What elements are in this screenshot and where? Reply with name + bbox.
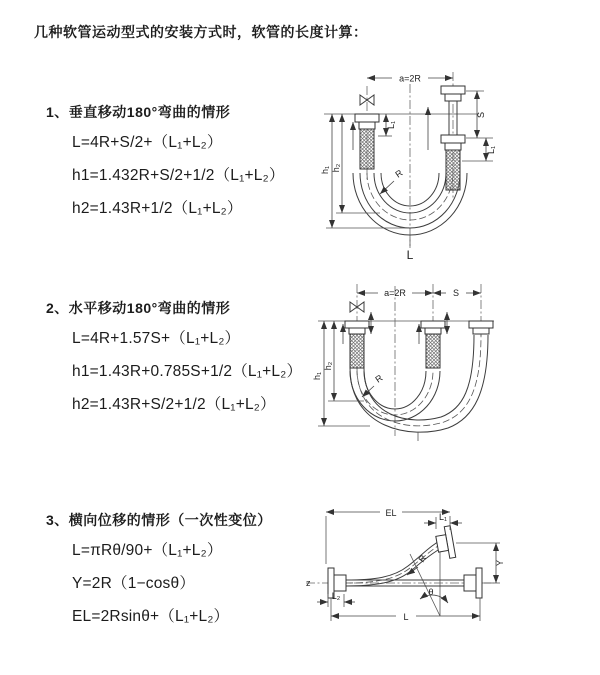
angle-theta — [420, 587, 448, 603]
middle-pipe-fitting — [421, 321, 445, 368]
diagram-vertical-bend — [310, 58, 600, 273]
formula: Y=2R（1−cosθ） — [72, 575, 196, 592]
formula: L=4R+S/2+（L₁+L₂） — [72, 134, 223, 151]
page-title: 几种软管运动型式的安装方式时，软管的长度计算： — [34, 24, 368, 40]
hose-curves — [350, 335, 488, 432]
dim-label-r: R — [393, 167, 405, 180]
dimension-a2r — [367, 74, 453, 84]
dim-label-h2: h₂ — [323, 361, 333, 371]
dimension-l — [331, 598, 480, 622]
dim-label-l1: L₁ — [438, 512, 448, 522]
section-vertical-bend — [46, 102, 285, 231]
dim-label-a2r: a=2R — [384, 288, 406, 298]
section-3-heading: 3、横向位移的情形（一次性变位） — [46, 512, 272, 528]
dim-label-l2: L₂ — [331, 591, 341, 601]
displaced-pipe-fitting — [469, 321, 493, 334]
dim-label-a2r: a=2R — [399, 73, 421, 84]
dimension-l1-right — [462, 138, 496, 161]
dim-label-s: S — [452, 288, 460, 298]
left-pipe-fitting — [345, 321, 369, 368]
dim-label-h2: h₂ — [331, 163, 341, 173]
formula: L=πRθ/90+（L₁+L₂） — [72, 542, 223, 559]
section-1-heading: 1、垂直移动180°弯曲的情形 — [46, 104, 231, 120]
dimension-s — [466, 91, 493, 138]
diagram-horizontal-bend — [308, 276, 600, 466]
formula: EL=2Rsinθ+（L₁+L₂） — [72, 608, 230, 625]
dim-label-z: z — [306, 578, 311, 588]
right-flange-displaced — [434, 526, 455, 560]
dim-label-h1: h₁ — [312, 371, 322, 381]
dim-label-s: S — [476, 111, 486, 119]
radius-callout — [362, 372, 385, 397]
formula: L=4R+1.57S+（L₁+L₂） — [72, 330, 241, 347]
dimension-a2r — [357, 288, 433, 298]
radius-callout — [380, 167, 405, 194]
dim-label-r: R — [416, 553, 429, 565]
dim-label-l1: L₁ — [386, 120, 396, 130]
dim-label-l: L — [403, 612, 409, 622]
dim-label-y: Y — [495, 559, 505, 567]
dimension-l2 — [317, 591, 355, 607]
dim-label-r: R — [373, 372, 385, 385]
dimension-l-bottom — [407, 237, 414, 262]
dim-label-theta: θ — [428, 587, 434, 597]
formula: h2=1.43R+1/2（L₁+L₂） — [72, 200, 243, 217]
dim-label-l1: L₁ — [486, 145, 496, 155]
section-lateral-displacement — [46, 510, 272, 639]
dimension-l1 — [424, 512, 462, 529]
section-horizontal-bend — [46, 298, 302, 427]
right-flange-original — [464, 568, 482, 598]
formula: h2=1.43R+S/2+1/2（L₁+L₂） — [72, 396, 276, 413]
dim-label-el: EL — [385, 508, 397, 518]
hose-s-curve — [346, 538, 448, 586]
dim-label-l: L — [406, 248, 414, 262]
dim-label-h1: h₁ — [320, 165, 330, 175]
dimension-el — [326, 508, 450, 564]
dimension-l1-left — [378, 114, 396, 136]
formula: h1=1.432R+S/2+1/2（L₁+L₂） — [72, 167, 285, 184]
dimension-s — [433, 288, 481, 298]
diagram-lateral-displacement — [298, 496, 600, 666]
formula: h1=1.43R+0.785S+1/2（L₁+L₂） — [72, 363, 303, 380]
centerline-marker — [306, 578, 311, 588]
left-pipe-fitting — [355, 114, 379, 169]
section-2-heading: 2、水平移动180°弯曲的情形 — [46, 300, 231, 316]
right-pipe-fitting — [441, 86, 465, 190]
